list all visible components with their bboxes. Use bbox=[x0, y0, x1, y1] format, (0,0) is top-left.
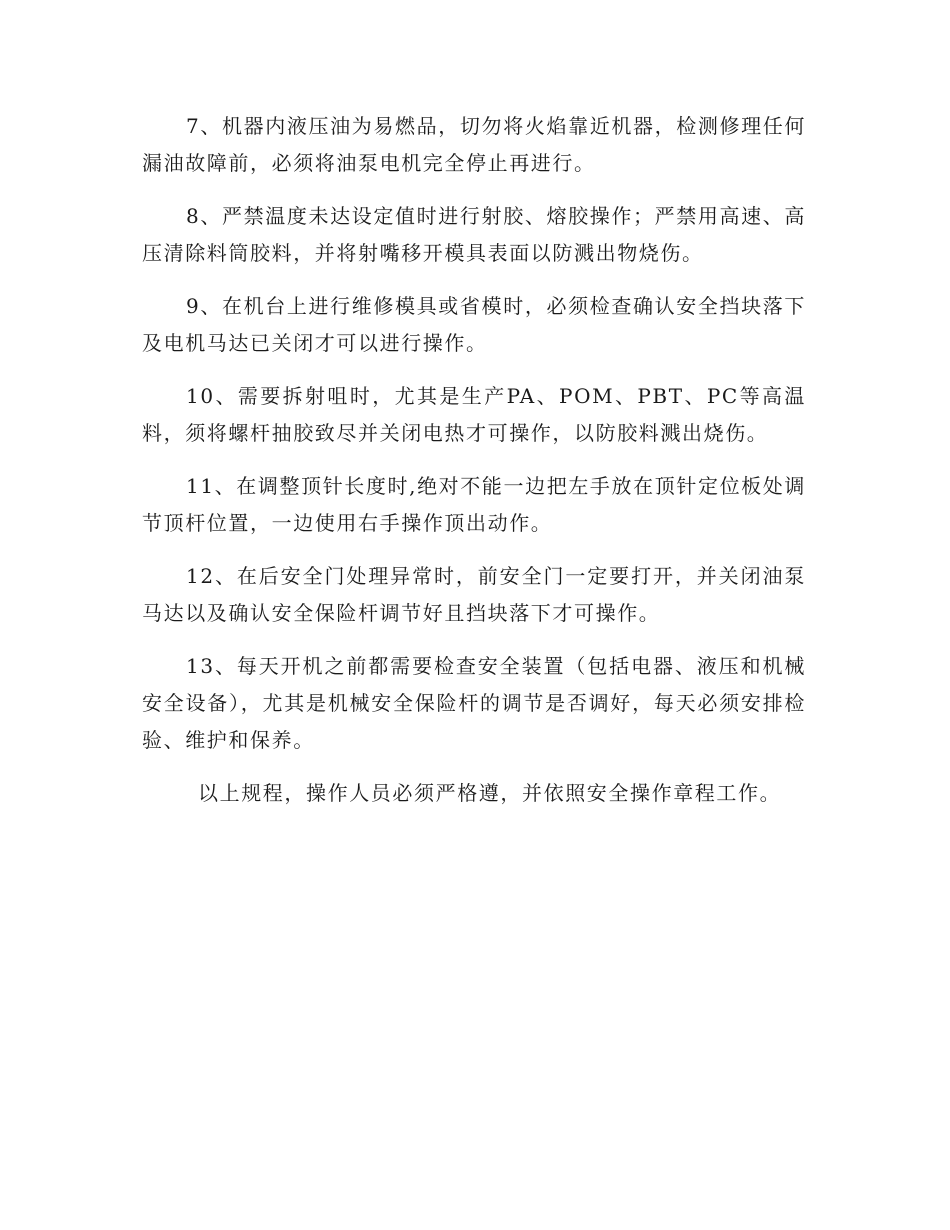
paragraph-rule-13: 13、每天开机之前都需要检查安全装置（包括电器、液压和机械安全设备），尤其是机械安全保险杆的调节是否调好，每天必须安排检验、维护和保养。 bbox=[142, 654, 806, 752]
paragraph-rule-12: 12、在后安全门处理异常时，前安全门一定要打开，并关闭油泵马达以及确认安全保险杆调节好且挡块落下才可操作。 bbox=[142, 564, 806, 625]
paragraph-rule-8: 8、严禁温度未达设定值时进行射胶、熔胶操作；严禁用高速、高压清除料筒胶料，并将射嘴移开模具表面以防溅出物烧伤。 bbox=[142, 204, 806, 265]
closing-statement: 以上规程，操作人员必须严格遵，并依照安全操作章程工作。 bbox=[198, 781, 782, 805]
paragraph-rule-9: 9、在机台上进行维修模具或省模时，必须检查确认安全挡块落下及电机马达已关闭才可以进行操作。 bbox=[142, 294, 806, 355]
paragraph-rule-10: 10、需要拆射咀时，尤其是生产PA、POM、PBT、PC等高温料，须将螺杆抽胶致尽并关闭电热才可操作，以防胶料溅出烧伤。 bbox=[142, 384, 806, 445]
document-body bbox=[142, 108, 806, 812]
paragraph-rule-11: 11、在调整顶针长度时,绝对不能一边把左手放在顶针定位板处调节顶杆位置，一边使用右手操作顶出动作。 bbox=[142, 474, 806, 535]
paragraph-rule-7: 7、机器内液压油为易燃品，切勿将火焰靠近机器，检测修理任何漏油故障前，必须将油泵电机完全停止再进行。 bbox=[142, 114, 806, 175]
